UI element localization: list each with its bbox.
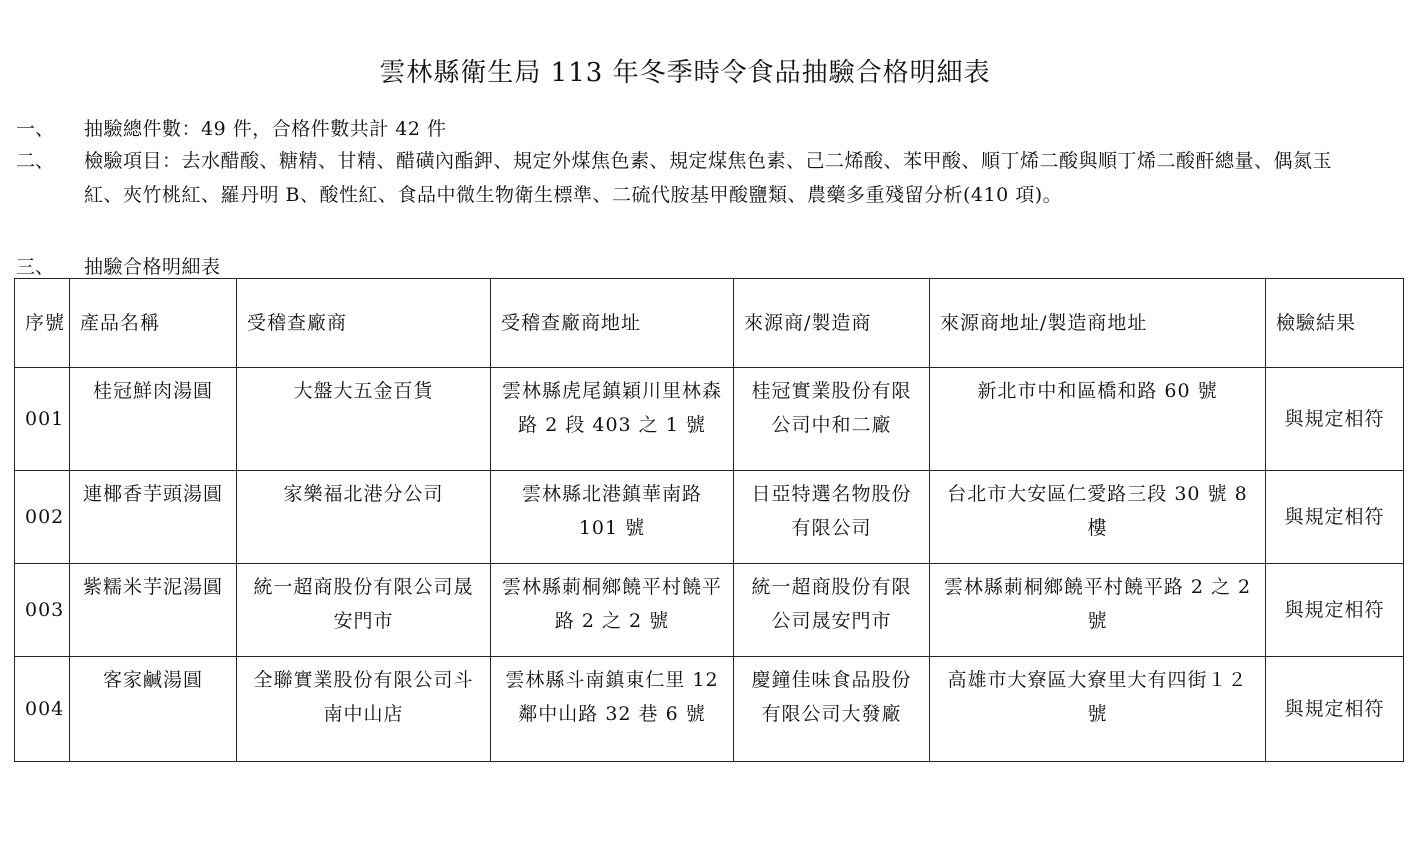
header-inspected-addr: 受稽查廠商地址 (491, 279, 734, 368)
page-title: 雲林縣衛生局 113 年冬季時令食品抽驗合格明細表 (379, 58, 991, 88)
item-text: 抽驗合格明細表 (84, 256, 221, 278)
cell-source: 統一超商股份有限公司晟安門市 (734, 564, 930, 657)
cell-result: 與規定相符 (1266, 368, 1404, 471)
cell-seq: 002 (15, 471, 70, 564)
item-number: 二、 (16, 150, 55, 172)
cell-product: 紫糯米芋泥湯圓 (70, 564, 237, 657)
table-row (15, 471, 1404, 564)
cell-inspected-addr: 雲林縣虎尾鎮穎川里林森路 2 段 403 之 1 號 (491, 368, 734, 471)
table-row (15, 368, 1404, 471)
cell-source-addr: 雲林縣莿桐鄉饒平村饒平路 2 之 2 號 (930, 564, 1266, 657)
table-header-row (15, 279, 1404, 368)
header-source: 來源商/製造商 (734, 279, 930, 368)
item-number: 一、 (16, 118, 55, 140)
cell-inspected: 大盤大五金百貨 (237, 368, 491, 471)
cell-result: 與規定相符 (1266, 657, 1404, 762)
header-inspected: 受稽查廠商 (237, 279, 491, 368)
cell-seq: 004 (15, 657, 70, 762)
cell-product: 連椰香芋頭湯圓 (70, 471, 237, 564)
item-text: 抽驗總件數：49 件，合格件數共計 42 件 (84, 118, 447, 140)
cell-source: 慶鐘佳味食品股份有限公司大發廠 (734, 657, 930, 762)
cell-source: 桂冠實業股份有限公司中和二廠 (734, 368, 930, 471)
cell-source-addr: 高雄市大寮區大寮里大有四街１２號 (930, 657, 1266, 762)
cell-product: 客家鹹湯圓 (70, 657, 237, 762)
item-text: 檢驗項目：去水醋酸、糖精、甘精、醋磺內酯鉀、規定外煤焦色素、規定煤焦色素、己二烯酸、苯甲酸、順丁烯二酸與順丁烯二酸酐總量、偶氮玉紅、夾竹桃紅、羅丹明 B、酸性紅、食品中微生物衛生標準、二硫代胺基甲酸鹽類、農藥多重殘留分析(410 項)。 (84, 150, 1333, 206)
cell-seq: 003 (15, 564, 70, 657)
cell-result: 與規定相符 (1266, 564, 1404, 657)
cell-product: 桂冠鮮肉湯圓 (70, 368, 237, 471)
table-row (15, 657, 1404, 762)
results-table (14, 278, 1404, 762)
cell-inspected: 全聯實業股份有限公司斗南中山店 (237, 657, 491, 762)
cell-source-addr: 台北市大安區仁愛路三段 30 號 8 樓 (930, 471, 1266, 564)
cell-inspected: 統一超商股份有限公司晟安門市 (237, 564, 491, 657)
cell-inspected-addr: 雲林縣北港鎮華南路 101 號 (491, 471, 734, 564)
cell-result: 與規定相符 (1266, 471, 1404, 564)
header-result: 檢驗結果 (1266, 279, 1404, 368)
header-seq: 序號 (15, 279, 70, 368)
cell-seq: 001 (15, 368, 70, 471)
cell-source: 日亞特選名物股份有限公司 (734, 471, 930, 564)
cell-inspected: 家樂福北港分公司 (237, 471, 491, 564)
table-row (15, 564, 1404, 657)
header-source-addr: 來源商地址/製造商地址 (930, 279, 1266, 368)
item-number: 三、 (16, 256, 55, 278)
cell-inspected-addr: 雲林縣斗南鎮東仁里 12 鄰中山路 32 巷 6 號 (491, 657, 734, 762)
cell-source-addr: 新北市中和區橋和路 60 號 (930, 368, 1266, 471)
header-product: 產品名稱 (70, 279, 237, 368)
cell-inspected-addr: 雲林縣莿桐鄉饒平村饒平路 2 之 2 號 (491, 564, 734, 657)
